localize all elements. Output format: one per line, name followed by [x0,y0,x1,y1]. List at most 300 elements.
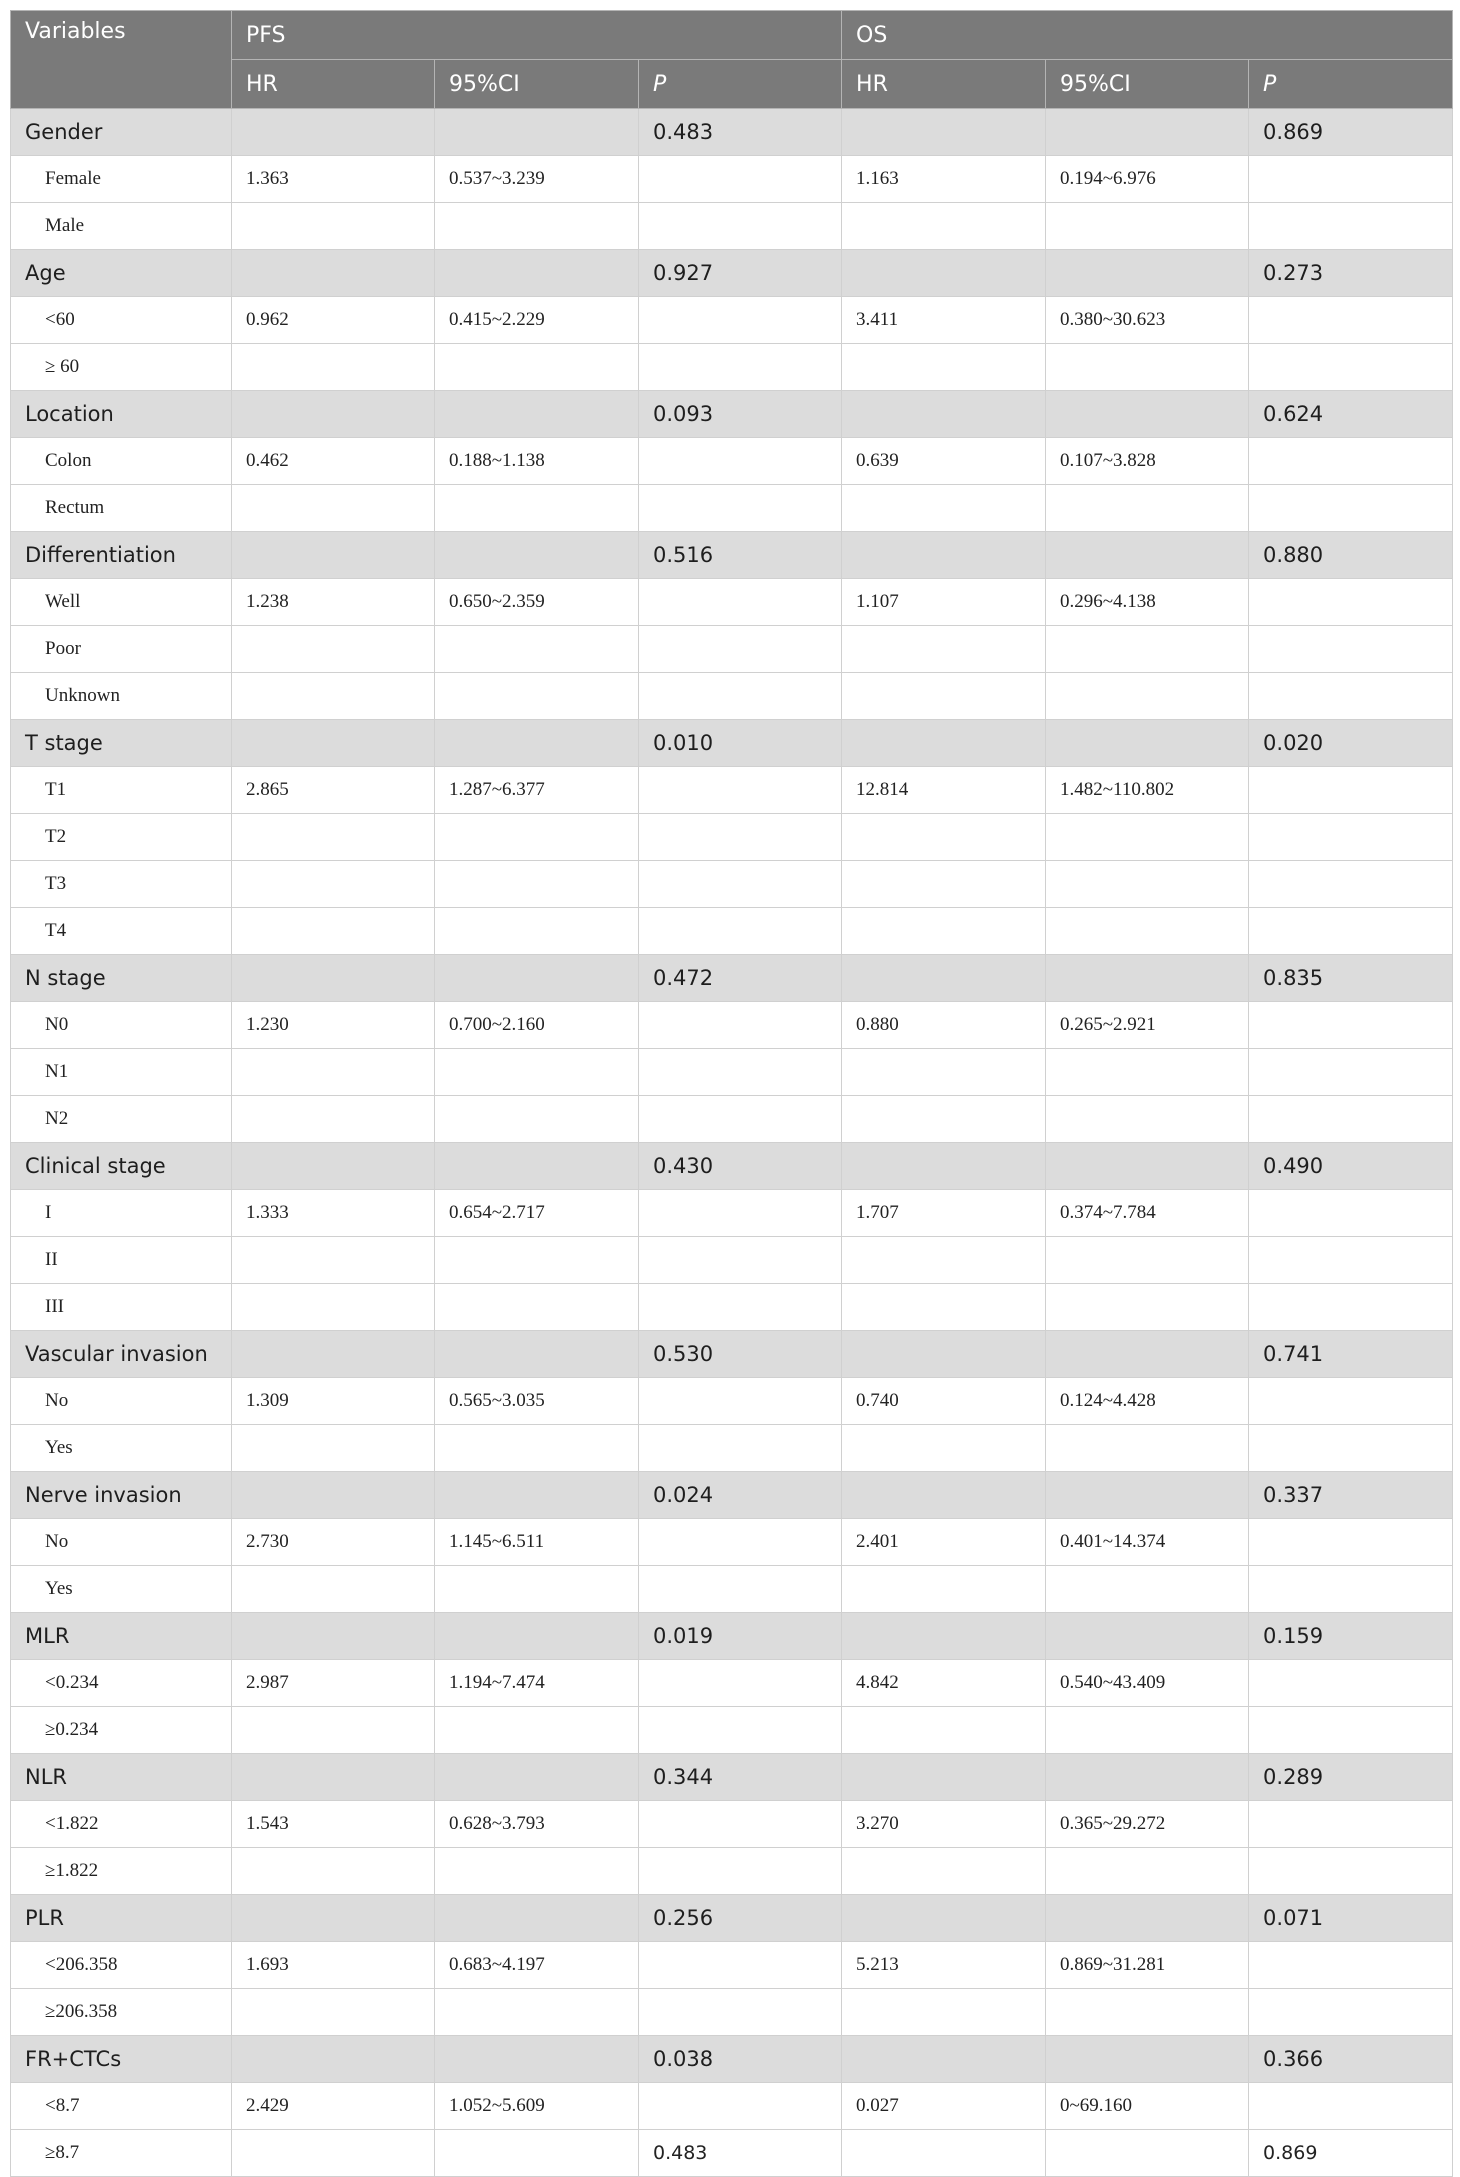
os-p-cell [1249,1096,1453,1143]
pfs-ci-cell [435,1472,639,1519]
pfs-ci-cell [435,720,639,767]
pfs-ci-cell [435,1096,639,1143]
pfs-p-cell: 0.472 [639,955,842,1002]
os-p-cell [1249,626,1453,673]
table-row [11,1002,1453,1049]
pfs-p-cell: 0.516 [639,532,842,579]
table-row [11,767,1453,814]
pfs-p-cell [639,1284,842,1331]
pfs-ci-cell: 0.415~2.229 [435,297,639,344]
os-hr-cell [842,626,1046,673]
os-hr-cell: 0.639 [842,438,1046,485]
table-row [11,814,1453,861]
os-ci-cell [1046,344,1249,391]
pfs-p-cell [639,485,842,532]
os-p-cell [1249,1707,1453,1754]
pfs-hr-cell: 2.730 [232,1519,435,1566]
os-hr-cell: 3.411 [842,297,1046,344]
variable-label: Unknown [11,673,232,720]
pfs-p-cell [639,297,842,344]
os-hr-cell [842,673,1046,720]
pfs-ci-cell [435,532,639,579]
variable-label: Well [11,579,232,626]
pfs-hr-cell: 1.238 [232,579,435,626]
pfs-ci-cell [435,814,639,861]
os-p-cell: 0.490 [1249,1143,1453,1190]
pfs-hr-cell [232,1613,435,1660]
pfs-hr-cell [232,250,435,297]
variable-label: Female [11,156,232,203]
pfs-hr-cell [232,908,435,955]
pfs-ci-cell: 0.683~4.197 [435,1942,639,1989]
os-hr-cell [842,861,1046,908]
pfs-hr-cell [232,391,435,438]
variable-label: <206.358 [11,1942,232,1989]
os-ci-cell [1046,250,1249,297]
table-row [11,344,1453,391]
pfs-p-cell [639,861,842,908]
variable-label: ≥ 60 [11,344,232,391]
os-p-cell [1249,1519,1453,1566]
pfs-hr-cell [232,1425,435,1472]
pfs-ci-cell [435,2130,639,2177]
pfs-p-cell [639,344,842,391]
table-row [11,485,1453,532]
os-hr-cell: 1.707 [842,1190,1046,1237]
table-row [11,1425,1453,1472]
table-group-row [11,1613,1453,1660]
os-ci-cell [1046,532,1249,579]
pfs-p-cell: 0.010 [639,720,842,767]
os-ci-cell [1046,203,1249,250]
pfs-p-cell [639,203,842,250]
pfs-ci-cell [435,203,639,250]
pfs-hr-cell [232,109,435,156]
variable-label: Clinical stage [11,1143,232,1190]
table-row [11,908,1453,955]
table-row [11,1190,1453,1237]
table-row [11,203,1453,250]
os-p-cell [1249,1660,1453,1707]
table-group-row [11,2036,1453,2083]
pfs-ci-cell [435,955,639,1002]
pfs-hr-cell [232,814,435,861]
os-hr-cell [842,532,1046,579]
pfs-p-cell [639,1660,842,1707]
os-hr-cell: 3.270 [842,1801,1046,1848]
variable-label: T2 [11,814,232,861]
pfs-p-cell [639,1707,842,1754]
pfs-p-cell [639,1942,842,1989]
pfs-p-cell [639,438,842,485]
os-hr-cell [842,1143,1046,1190]
os-ci-cell [1046,1848,1249,1895]
pfs-ci-cell [435,861,639,908]
pfs-p-cell [639,1096,842,1143]
variable-label: ≥206.358 [11,1989,232,2036]
pfs-ci-cell [435,1143,639,1190]
table-group-row [11,109,1453,156]
header-os: OS [842,11,1453,60]
pfs-hr-cell [232,1707,435,1754]
os-hr-cell [842,2130,1046,2177]
os-hr-cell [842,1707,1046,1754]
pfs-p-cell [639,1989,842,2036]
os-ci-cell [1046,2130,1249,2177]
os-p-cell [1249,814,1453,861]
os-hr-cell [842,1754,1046,1801]
pfs-ci-cell [435,109,639,156]
table-row [11,1801,1453,1848]
pfs-hr-cell: 0.462 [232,438,435,485]
os-hr-cell: 12.814 [842,767,1046,814]
pfs-p-cell [639,1848,842,1895]
variable-label: T4 [11,908,232,955]
table-group-row [11,1143,1453,1190]
os-p-cell [1249,579,1453,626]
os-p-cell: 0.071 [1249,1895,1453,1942]
pfs-hr-cell [232,861,435,908]
variable-label: T stage [11,720,232,767]
variable-label: <0.234 [11,1660,232,1707]
table-row [11,1378,1453,1425]
pfs-ci-cell: 0.537~3.239 [435,156,639,203]
table-group-row [11,250,1453,297]
os-hr-cell [842,485,1046,532]
table-row [11,673,1453,720]
os-p-cell: 0.835 [1249,955,1453,1002]
pfs-p-cell: 0.927 [639,250,842,297]
pfs-hr-cell [232,1143,435,1190]
variable-label: Gender [11,109,232,156]
variable-label: Differentiation [11,532,232,579]
pfs-hr-cell [232,2130,435,2177]
os-ci-cell: 0.869~31.281 [1046,1942,1249,1989]
variable-label: I [11,1190,232,1237]
header-pfs: PFS [232,11,842,60]
regression-table [10,10,1453,2177]
variable-label: N stage [11,955,232,1002]
pfs-ci-cell: 0.650~2.359 [435,579,639,626]
pfs-hr-cell: 1.543 [232,1801,435,1848]
variable-label: No [11,1378,232,1425]
table-group-row [11,1331,1453,1378]
os-p-cell [1249,1237,1453,1284]
pfs-ci-cell [435,673,639,720]
variable-label: Colon [11,438,232,485]
os-p-cell: 0.159 [1249,1613,1453,1660]
os-hr-cell [842,1237,1046,1284]
os-p-cell [1249,156,1453,203]
table-row [11,626,1453,673]
pfs-p-cell [639,1049,842,1096]
pfs-ci-cell: 1.052~5.609 [435,2083,639,2130]
header-os-ci: 95%CI [1046,60,1249,109]
os-p-cell [1249,1848,1453,1895]
os-ci-cell [1046,1566,1249,1613]
os-p-cell [1249,1284,1453,1331]
table-group-row [11,1472,1453,1519]
variable-label: <60 [11,297,232,344]
pfs-ci-cell [435,1989,639,2036]
os-ci-cell [1046,861,1249,908]
pfs-hr-cell [232,673,435,720]
pfs-hr-cell [232,1237,435,1284]
variable-label: N0 [11,1002,232,1049]
variable-label: N1 [11,1049,232,1096]
os-hr-cell: 0.740 [842,1378,1046,1425]
table-row [11,861,1453,908]
variable-label: <8.7 [11,2083,232,2130]
pfs-hr-cell [232,955,435,1002]
pfs-hr-cell [232,1895,435,1942]
pfs-hr-cell [232,1472,435,1519]
os-p-cell [1249,485,1453,532]
os-ci-cell [1046,1143,1249,1190]
table-row [11,438,1453,485]
os-ci-cell: 1.482~110.802 [1046,767,1249,814]
pfs-hr-cell: 0.962 [232,297,435,344]
table-row [11,1989,1453,2036]
pfs-hr-cell: 1.333 [232,1190,435,1237]
os-p-cell [1249,1425,1453,1472]
pfs-hr-cell: 2.865 [232,767,435,814]
pfs-hr-cell [232,626,435,673]
os-ci-cell [1046,1989,1249,2036]
variable-label: Poor [11,626,232,673]
header-row-top [11,11,1453,60]
os-p-cell [1249,203,1453,250]
os-p-cell: 0.624 [1249,391,1453,438]
table-group-row [11,391,1453,438]
pfs-p-cell [639,2083,842,2130]
pfs-hr-cell [232,532,435,579]
table-row [11,1566,1453,1613]
os-p-cell [1249,344,1453,391]
pfs-ci-cell [435,1848,639,1895]
os-hr-cell [842,1049,1046,1096]
os-hr-cell [842,955,1046,1002]
os-ci-cell [1046,626,1249,673]
os-hr-cell [842,1566,1046,1613]
pfs-hr-cell [232,203,435,250]
os-ci-cell [1046,955,1249,1002]
os-ci-cell: 0.265~2.921 [1046,1002,1249,1049]
os-ci-cell: 0.194~6.976 [1046,156,1249,203]
pfs-ci-cell [435,1707,639,1754]
header-os-hr: HR [842,60,1046,109]
pfs-p-cell [639,1519,842,1566]
pfs-ci-cell [435,1425,639,1472]
os-ci-cell: 0.124~4.428 [1046,1378,1249,1425]
pfs-hr-cell [232,1989,435,2036]
os-p-cell [1249,1942,1453,1989]
variable-label: ≥0.234 [11,1707,232,1754]
pfs-ci-cell [435,1284,639,1331]
pfs-p-cell: 0.430 [639,1143,842,1190]
os-p-cell: 0.869 [1249,2130,1453,2177]
os-ci-cell: 0.365~29.272 [1046,1801,1249,1848]
pfs-ci-cell [435,1237,639,1284]
variable-label: Yes [11,1566,232,1613]
table-row [11,1848,1453,1895]
os-hr-cell [842,1472,1046,1519]
variable-label: NLR [11,1754,232,1801]
os-hr-cell [842,814,1046,861]
os-p-cell [1249,297,1453,344]
os-ci-cell [1046,109,1249,156]
os-p-cell: 0.869 [1249,109,1453,156]
os-p-cell: 0.337 [1249,1472,1453,1519]
os-hr-cell: 0.880 [842,1002,1046,1049]
pfs-hr-cell [232,720,435,767]
os-ci-cell [1046,1096,1249,1143]
pfs-p-cell [639,1237,842,1284]
os-hr-cell: 1.107 [842,579,1046,626]
os-ci-cell [1046,720,1249,767]
os-ci-cell [1046,1754,1249,1801]
os-ci-cell [1046,908,1249,955]
pfs-ci-cell: 0.188~1.138 [435,438,639,485]
variable-label: ≥1.822 [11,1848,232,1895]
header-pfs-ci: 95%CI [435,60,639,109]
pfs-p-cell [639,1425,842,1472]
pfs-ci-cell [435,485,639,532]
os-hr-cell: 0.027 [842,2083,1046,2130]
pfs-ci-cell [435,1613,639,1660]
os-hr-cell [842,1989,1046,2036]
pfs-ci-cell [435,250,639,297]
table-group-row [11,1895,1453,1942]
pfs-hr-cell: 2.987 [232,1660,435,1707]
pfs-p-cell [639,814,842,861]
os-p-cell [1249,1049,1453,1096]
pfs-p-cell: 0.093 [639,391,842,438]
os-hr-cell [842,1848,1046,1895]
os-p-cell [1249,1002,1453,1049]
table-row [11,2130,1453,2177]
pfs-ci-cell [435,1331,639,1378]
variable-label: II [11,1237,232,1284]
pfs-hr-cell: 1.230 [232,1002,435,1049]
os-hr-cell [842,1331,1046,1378]
os-p-cell [1249,673,1453,720]
os-p-cell [1249,1566,1453,1613]
pfs-ci-cell [435,1049,639,1096]
variable-label: PLR [11,1895,232,1942]
pfs-p-cell [639,1801,842,1848]
os-p-cell [1249,767,1453,814]
os-ci-cell [1046,485,1249,532]
os-hr-cell [842,1284,1046,1331]
variable-label: Male [11,203,232,250]
os-ci-cell [1046,1425,1249,1472]
pfs-p-cell [639,908,842,955]
pfs-p-cell [639,579,842,626]
variable-label: Location [11,391,232,438]
os-ci-cell [1046,1707,1249,1754]
variable-label: Vascular invasion [11,1331,232,1378]
pfs-ci-cell [435,1895,639,1942]
table-row [11,1660,1453,1707]
pfs-p-cell [639,156,842,203]
table-row [11,579,1453,626]
variable-label: ≥8.7 [11,2130,232,2177]
pfs-hr-cell [232,1096,435,1143]
os-hr-cell [842,720,1046,767]
os-ci-cell [1046,1049,1249,1096]
pfs-hr-cell: 2.429 [232,2083,435,2130]
variable-label: T1 [11,767,232,814]
os-ci-cell: 0.380~30.623 [1046,297,1249,344]
os-hr-cell [842,1895,1046,1942]
os-p-cell [1249,438,1453,485]
pfs-p-cell: 0.024 [639,1472,842,1519]
os-hr-cell [842,344,1046,391]
table-row [11,1049,1453,1096]
pfs-ci-cell: 1.145~6.511 [435,1519,639,1566]
variable-label: N2 [11,1096,232,1143]
table-group-row [11,1754,1453,1801]
os-ci-cell [1046,391,1249,438]
pfs-p-cell: 0.344 [639,1754,842,1801]
pfs-hr-cell [232,2036,435,2083]
pfs-p-cell: 0.530 [639,1331,842,1378]
table-row [11,1237,1453,1284]
os-ci-cell [1046,814,1249,861]
table-body [11,109,1453,2177]
os-ci-cell: 0.107~3.828 [1046,438,1249,485]
table-group-row [11,720,1453,767]
pfs-ci-cell: 0.700~2.160 [435,1002,639,1049]
os-ci-cell [1046,1284,1249,1331]
table-row [11,2083,1453,2130]
os-p-cell: 0.020 [1249,720,1453,767]
pfs-hr-cell [232,1331,435,1378]
pfs-ci-cell: 0.628~3.793 [435,1801,639,1848]
os-hr-cell [842,391,1046,438]
pfs-p-cell: 0.038 [639,2036,842,2083]
table-row [11,1707,1453,1754]
os-hr-cell [842,203,1046,250]
header-variables: Variables [11,11,232,109]
pfs-p-cell: 0.483 [639,2130,842,2177]
os-hr-cell [842,1613,1046,1660]
pfs-ci-cell [435,1566,639,1613]
variable-label: Nerve invasion [11,1472,232,1519]
pfs-ci-cell [435,344,639,391]
variable-label: T3 [11,861,232,908]
os-ci-cell [1046,1613,1249,1660]
pfs-p-cell: 0.483 [639,109,842,156]
pfs-hr-cell [232,1284,435,1331]
os-p-cell [1249,1989,1453,2036]
os-hr-cell [842,1096,1046,1143]
os-hr-cell [842,1425,1046,1472]
table-row [11,1096,1453,1143]
pfs-hr-cell: 1.363 [232,156,435,203]
header-os-p: P [1249,60,1453,109]
table-row [11,156,1453,203]
os-hr-cell [842,908,1046,955]
os-p-cell [1249,2083,1453,2130]
pfs-hr-cell [232,485,435,532]
pfs-p-cell [639,673,842,720]
pfs-ci-cell: 0.654~2.717 [435,1190,639,1237]
os-ci-cell: 0.296~4.138 [1046,579,1249,626]
table-row [11,1519,1453,1566]
pfs-hr-cell [232,1566,435,1613]
